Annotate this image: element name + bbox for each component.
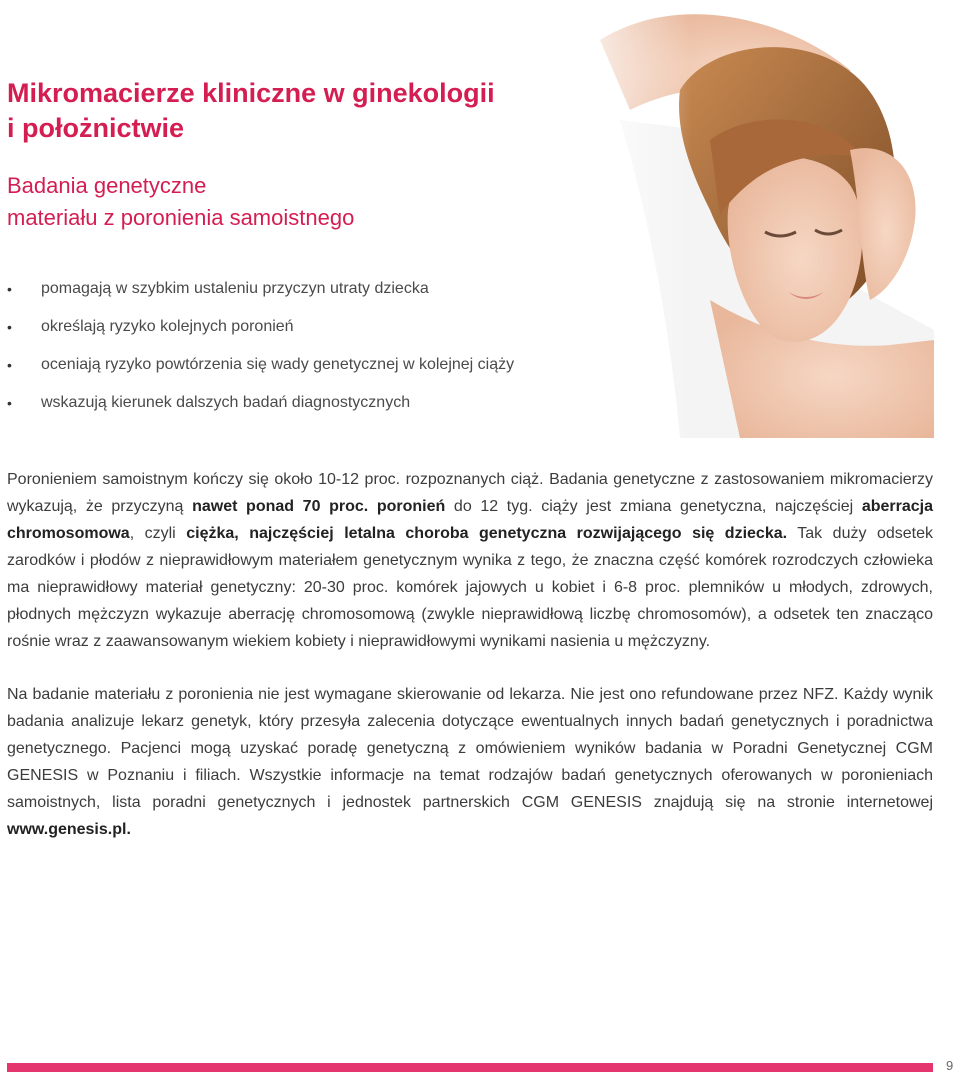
list-item-text: oceniają ryzyko powtórzenia się wady genetycznej w kolejnej ciąży [41, 356, 515, 373]
emphasis-text: ciężka, najczęściej letalna choroba genetyczna rozwijającego się dziecka. [186, 525, 788, 542]
list-item [7, 270, 607, 308]
title-line-1: Mikromacierze kliniczne w ginekologii [7, 78, 495, 108]
paragraph-miscarriage-causes [7, 466, 933, 655]
title-line-2: i położnictwie [7, 113, 185, 143]
subtitle-line-2: materiału z poronienia samoistnego [7, 205, 355, 230]
list-item [7, 308, 607, 346]
website-link[interactable]: www.genesis.pl. [7, 821, 131, 838]
bullet-icon: • [7, 281, 12, 297]
page-subtitle [7, 170, 567, 234]
benefits-list [7, 270, 607, 422]
list-item [7, 346, 607, 384]
footer-bar [7, 1063, 933, 1072]
emphasis-text: aberracja chromosomowa [7, 498, 934, 542]
paragraph-referral-info [7, 681, 933, 843]
subtitle-line-1: Badania genetyczne [7, 173, 207, 198]
list-item-text: pomagają w szybkim ustaleniu przyczyn utraty dziecka [41, 280, 429, 297]
list-item-text: wskazują kierunek dalszych badań diagnostycznych [41, 394, 411, 411]
list-item [7, 384, 607, 422]
paragraph-text: Na badanie materiału z poronienia nie jest wymagane skierowanie od lekarza. Nie jest ono refundowane przez NFZ. Każdy wynik badania analizuje lekarz genetyk, który przesyła zalecenia dotyczące ewentualnych innych badań genetycznych i poradnictwa genetycznego. Pacjenci mogą uzyskać poradę genetyczną z omówieniem wyników badania w Poradni Genetycznej CGM GENESIS w Poznaniu i filiach. Wszystkie informacje na temat rodzajów badań genetycznych oferowanych w poronieniach samoistnych, lista poradni genetycznych i jednostek partnerskich CGM GENESIS znajdują się na stronie internetowej [7, 686, 933, 811]
bullet-icon: • [7, 395, 12, 411]
paragraph-text: do 12 tyg. ciąży jest zmiana genetyczna, najczęściej [445, 498, 862, 515]
paragraph-text: Poronieniem samoistnym kończy się około 10-12 proc. rozpoznanych ciąż. Badania genetyczne z zastosowaniem mikromacierzy wykazują, że przyczyną [7, 471, 933, 515]
emphasis-text: nawet ponad 70 proc. poronień [192, 498, 446, 515]
page-number: 9 [946, 1058, 954, 1073]
paragraph-text: , czyli [129, 525, 187, 542]
paragraph-text: Tak duży odsetek zarodków i płodów z nieprawidłowym materiałem genetycznym wynika z tego, że znaczna część komórek rozrodczych człowieka ma nieprawidłowy materiał genetyczny: 20-30 proc. komórek jajowych u kobiet i 6-8 proc. plemników u młodych, zdrowych, płodnych mężczyzn wykazuje aberrację chromosomową (zwykle nieprawidłową liczbę chromosomów), a odsetek ten znacząco rośnie wraz z zaawansowanym wiekiem kobiety i nieprawidłowymi wynikami nasienia u mężczyzny. [7, 525, 933, 650]
woman-portrait-photo [560, 0, 934, 438]
bullet-icon: • [7, 357, 12, 373]
bullet-icon: • [7, 319, 12, 335]
list-item-text: określają ryzyko kolejnych poronień [41, 318, 294, 335]
page-title [7, 76, 567, 146]
